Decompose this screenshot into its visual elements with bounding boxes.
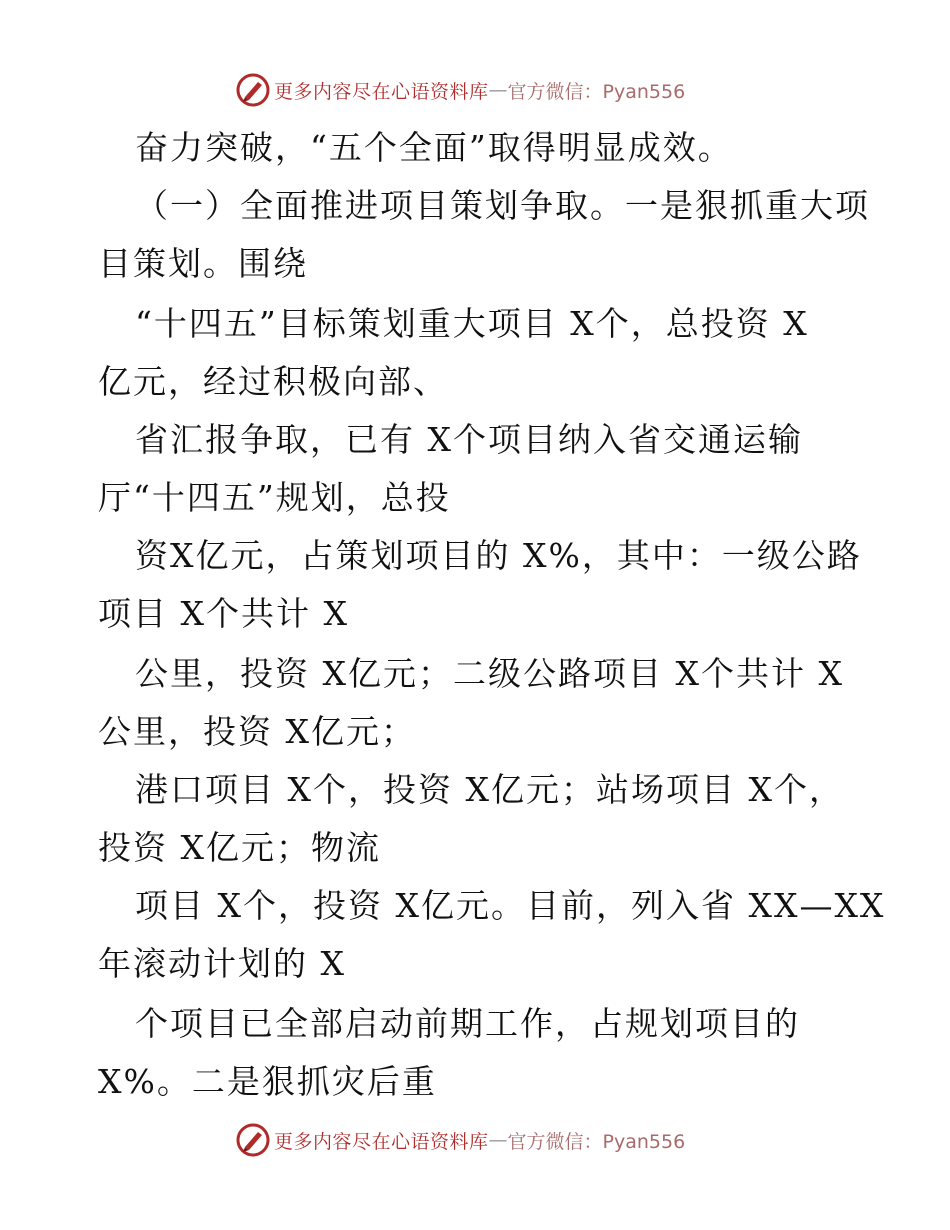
body-line: X%。二是狠抓灾后重: [98, 1062, 437, 1101]
body-line: 公里，投资 X亿元；: [98, 712, 416, 751]
body-line: 个项目已全部启动前期工作，占规划项目的: [135, 1004, 800, 1043]
watermark-text: 更多内容尽在心语资料库: [274, 80, 489, 103]
body-line: 奋力突破，“五个全面”取得明显成效。: [135, 128, 733, 167]
body-line: 公里，投资 X亿元；二级公路项目 X个共计 X: [135, 654, 844, 693]
watermark-wechat: 官方微信：Pyan556: [507, 1130, 686, 1153]
watermark-dash: —: [488, 79, 508, 101]
body-line: 项目 X个，投资 X亿元。目前，列入省 XX—XX: [135, 886, 886, 925]
body-line: （一）全面推进项目策划争取。一是狠抓重大项: [135, 186, 870, 225]
footer-watermark: [236, 1122, 685, 1158]
body-line: 厅“十四五”规划，总投: [98, 478, 451, 517]
watermark-dash: —: [488, 1129, 508, 1151]
pen-logo-icon: [236, 1123, 270, 1157]
body-line: 投资 X亿元；物流: [98, 828, 381, 867]
body-line: 港口项目 X个，投资 X亿元；站场项目 X个，: [135, 770, 844, 809]
body-line: 目策划。围绕: [98, 244, 308, 283]
body-line: 省汇报争取，已有 X个项目纳入省交通运输: [135, 420, 803, 459]
watermark-text: 更多内容尽在心语资料库: [274, 1130, 489, 1153]
watermark-wechat: 官方微信：Pyan556: [507, 80, 686, 103]
body-line: “十四五”目标策划重大项目 X个，总投资 X: [135, 304, 809, 343]
body-line: 资X亿元，占策划项目的 X%，其中：一级公路: [135, 536, 862, 575]
body-line: 项目 X个共计 X: [98, 594, 349, 633]
body-line: 年滚动计划的 X: [98, 944, 346, 983]
body-line: 亿元，经过积极向部、: [98, 362, 448, 401]
